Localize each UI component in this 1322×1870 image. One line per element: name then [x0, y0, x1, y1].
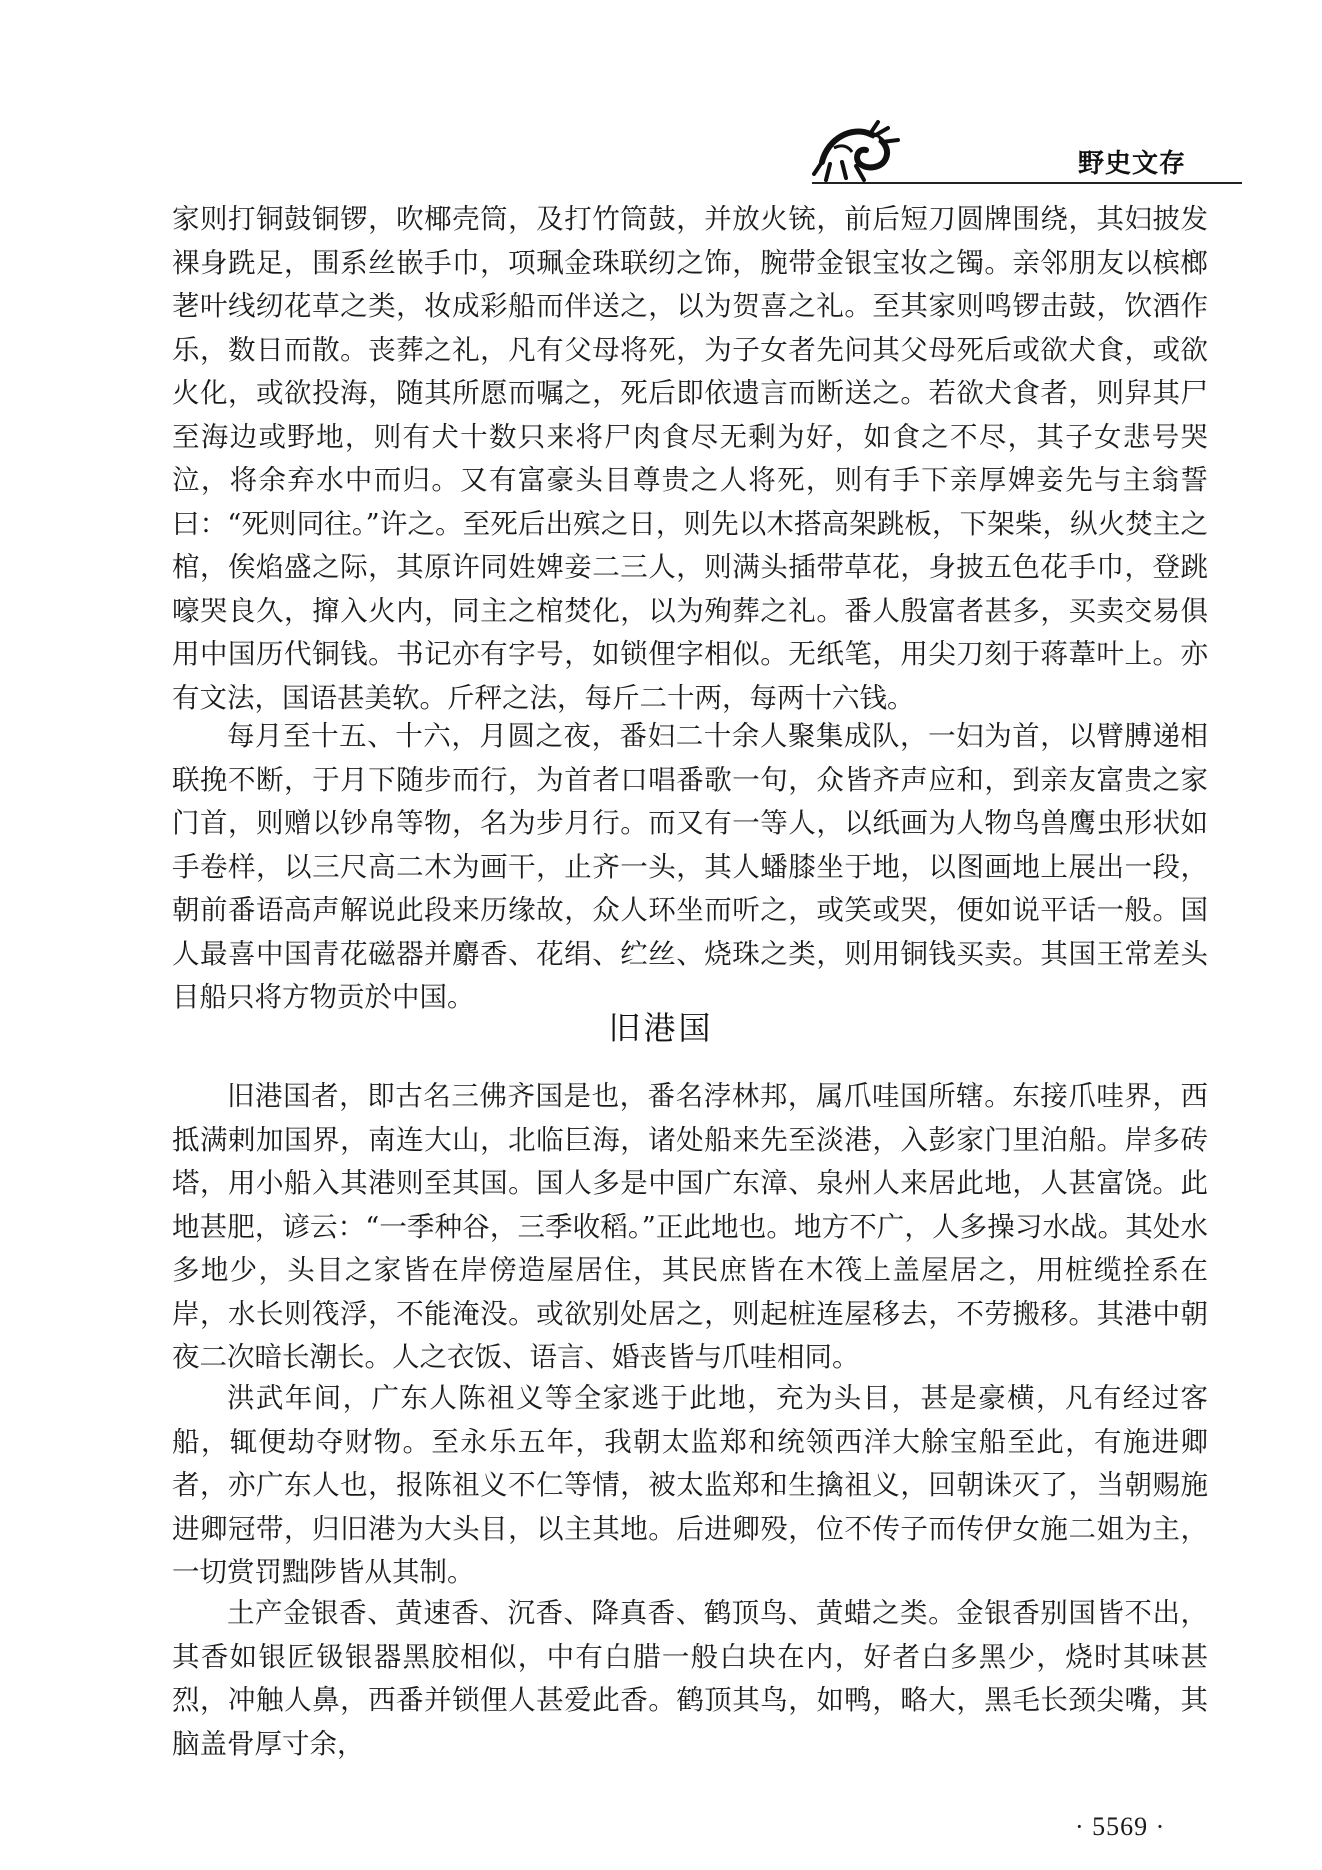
paragraph-3: 旧港国者，即古名三佛齐国是也，番名浡林邦，属爪哇国所辖。东接爪哇界，西抵满剌加国界，南连大山，北临巨海，诸处船来先至淡港，入彭家门里泊船。岸多砖塔，用小船入其港则至其国。国人多是中国广东漳、泉州人来居此地，人甚富饶。此地甚肥，谚云：“一季种谷，三季收稻。”正此地也。地方不广，人多操习水战。其处水多地少，头目之家皆在岸傍造屋居住，其民庶皆在木筏上盖屋居之，用桩缆拴系在岸，水长则筏浮，不能淹没。或欲别处居之，则起桩连屋移去，不劳搬移。其港中朝夜二次暗长潮长。人之衣饭、语言、婚丧皆与爪哇相同。	[172, 1080, 1208, 1373]
paragraph-5: 土产金银香、黄速香、沉香、降真香、鹤顶鸟、黄蜡之类。金银香别国皆不出，其香如银匠钑银器黑胶相似，中有白腊一般白块在内，好者白多黑少，烧时其味甚烈，冲触人鼻，西番并锁俚人甚爱此香。鹤顶其鸟，如鸭，略大，黑毛长颈尖嘴，其脑盖骨厚寸余，	[172, 1597, 1208, 1760]
page-number: · 5569 ·	[1075, 1812, 1166, 1841]
dragon-icon	[812, 118, 904, 184]
paragraph-2: 每月至十五、十六，月圆之夜，番妇二十余人聚集成队，一妇为首，以臂膊递相联挽不断，于月下随步而行，为首者口唱番歌一句，众皆齐声应和，到亲友富贵之家门首，则赠以钞帛等物，名为步月行。而又有一等人，以纸画为人物鸟兽鹰虫形状如手卷样，以三尺高二木为画干，止齐一头，其人蟠膝坐于地，以图画地上展出一段，朝前番语高声解说此段来历缘故，众人环坐而听之，或笑或哭，便如说平话一般。国人最喜中国青花磁器并麝香、花绢、纻丝、烧珠之类，则用铜钱买卖。其国王常差头目船只将方物贡於中国。	[172, 720, 1208, 1013]
header-title: 野史文存	[1078, 149, 1187, 179]
section-title: 旧港国	[608, 1009, 714, 1047]
header-rule	[812, 182, 1242, 184]
paragraph-4: 洪武年间，广东人陈祖义等全家逃于此地，充为头目，甚是豪横，凡有经过客船，辄便劫夺财物。至永乐五年，我朝太监郑和统领西洋大艅宝船至此，有施进卿者，亦广东人也，报陈祖义不仁等情，被太监郑和生擒祖义，回朝诛灭了，当朝赐施进卿冠带，归旧港为大头目，以主其地。后进卿殁，位不传子而传伊女施二姐为主，一切赏罚黜陟皆从其制。	[172, 1382, 1208, 1588]
paragraph-1: 家则打铜鼓铜锣，吹椰壳筒，及打竹筒鼓，并放火铳，前后短刀圆牌围绕，其妇披发裸身跣足，围系丝嵌手巾，项珮金珠联纫之饰，腕带金银宝妆之镯。亲邻朋友以槟榔荖叶线纫花草之类，妆成彩船而伴送之，以为贺喜之礼。至其家则鸣锣击鼓，饮酒作乐，数日而散。丧葬之礼，凡有父母将死，为子女者先问其父母死后或欲犬食，或欲火化，或欲投海，随其所愿而嘱之，死后即依遗言而断送之。若欲犬食者，则舁其尸至海边或野地，则有犬十数只来将尸肉食尽无剩为好，如食之不尽，其子女悲号哭泣，将余弃水中而归。又有富豪头目尊贵之人将死，则有手下亲厚婢妾先与主翁誓曰：“死则同往。”许之。至死后出殡之日，则先以木搭高架跳板，下架柴，纵火焚主之棺，俟焰盛之际，其原许同姓婢妾二三人，则满头插带草花，身披五色花手巾，登跳嚎哭良久，撺入火内，同主之棺焚化，以为殉葬之礼。番人殷富者甚多，买卖交易俱用中国历代铜钱。书记亦有字号，如锁俚字相似。无纸笔，用尖刀刻于蒋葦叶上。亦有文法，国语甚美软。斤秤之法，每斤二十两，每两十六钱。	[172, 203, 1208, 714]
